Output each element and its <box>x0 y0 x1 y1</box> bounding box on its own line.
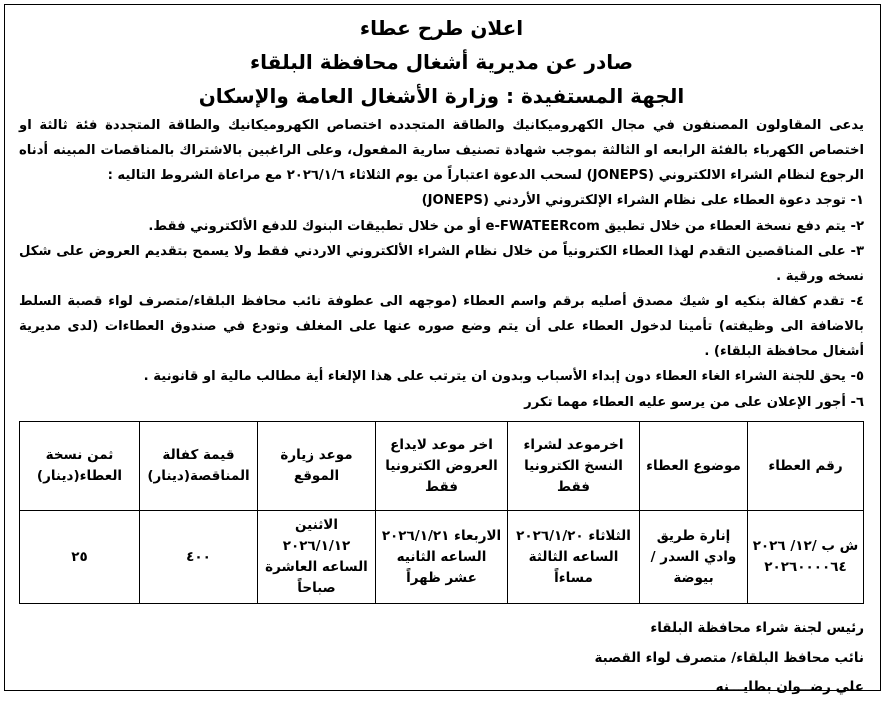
issuer-title: صادر عن مديرية أشغال محافظة البلقاء <box>249 50 634 74</box>
beneficiary-title: الجهة المستفيدة : وزارة الأشغال العامة والإسكان <box>198 84 685 108</box>
announcement-content <box>5 5 880 703</box>
header-site-visit: موعد زيارة الموقع <box>258 422 376 511</box>
cell-purchase-deadline: الثلاثاء ٢٠٢٦/١/٢٠ الساعه الثالثة مساءاً <box>508 511 640 604</box>
cell-tender-subject: إنارة طريق وادي السدر / بيوضة <box>640 511 748 604</box>
intro-paragraph: يدعى المقاولون المصنفون في مجال الكهروميكانيك والطاقة المتجدده اختصاص الكهروميكانيك والطاقة المتجددة فئة ثالثة او اختصاص الكهرباء بالفئة الرابعه او الثالثة بموجب شهادة تصنيف سارية المفعول، وعلى الراغبين بالاشتراك بالمناقصات المبينه أدناه الرجوع لنظام الشراء الالكتروني (JONEPS) لسحب الدعوة اعتباراً من يوم الثلاثاء ٢٠٢٦/١/٦ مع مراعاة الشروط التاليه : <box>19 118 864 183</box>
signature-block <box>19 614 864 703</box>
cell-site-visit: الاثنين ٢٠٢٦/١/١٢ الساعه العاشرة صباحاً <box>258 511 376 604</box>
cell-submission-deadline: الاربعاء ٢٠٢٦/١/٢١ الساعه الثانيه عشر ظهراً <box>376 511 508 604</box>
signature-line-2: نائب محافظ البلقاء/ متصرف لواء القصبة <box>594 649 864 666</box>
condition-6: ٦- أجور الإعلان على من يرسو عليه العطاء مهما تكرر <box>524 394 864 410</box>
condition-5: ٥- يحق للجنة الشراء الغاء العطاء دون إبداء الأسباب وبدون ان يترتب على هذا الإلغاء أية مطالب مالية او قانونية . <box>143 369 864 384</box>
header-tender-subject: موضوع العطاء <box>640 422 748 511</box>
announcement-title: اعلان طرح عطاء <box>359 16 524 40</box>
condition-4: ٤- تقدم كفالة بنكيه او شيك مصدق أصليه برقم واسم العطاء (موجهه الى عطوفة نائب محافظ البلقاء/متصرف لواء قصبة السلط بالاضافة الى وظيفته) تأمينا لدخول العطاء على أن يتم وضع صوره عنها على المغلف وتودع في صندوق العطاءات (لدى مديرية أشغال محافظة البلقاء) . <box>19 294 864 359</box>
header-bid-bond: قيمة كفالة المناقصة(دينار) <box>140 422 258 511</box>
condition-2: ٢- يتم دفع نسخة العطاء من خلال تطبيق e-FWATEERcom أو من خلال تطبيقات البنوك للدفع الألكتروني فقط. <box>148 218 864 234</box>
header-copy-price: ثمن نسخة العطاء(دينار) <box>20 422 140 511</box>
signature-line-1: رئيس لجنة شراء محافظة البلقاء <box>650 620 864 636</box>
header-purchase-deadline: اخرموعد لشراء النسخ الكترونيا فقط <box>508 422 640 511</box>
cell-tender-number: ش ب /١٢/ ٢٠٢٦ ٢٠٢٦٠٠٠٠٦٤ <box>748 511 864 604</box>
table-row <box>20 511 864 604</box>
header-submission-deadline: اخر موعد لايداع العروض الكترونيا فقط <box>376 422 508 511</box>
condition-3: ٣- على المناقصين التقدم لهذا العطاء الكترونياً من خلال نظام الشراء الألكتروني الاردني فقط ولا يسمح بتقديم العروض على شكل نسخه ورقية . <box>19 244 864 284</box>
condition-1: ١- توجد دعوة العطاء على نظام الشراء الإلكتروني الأردني (JONEPS) <box>421 193 864 208</box>
cell-bid-bond: ٤٠٠ <box>140 511 258 604</box>
announcement-frame <box>4 4 881 695</box>
table-header-row <box>20 422 864 511</box>
signature-name: علي رضــوان بطايـــنه <box>715 679 864 695</box>
tender-table <box>19 421 864 604</box>
cell-copy-price: ٢٥ <box>20 511 140 604</box>
header-tender-number: رقم العطاء <box>748 422 864 511</box>
